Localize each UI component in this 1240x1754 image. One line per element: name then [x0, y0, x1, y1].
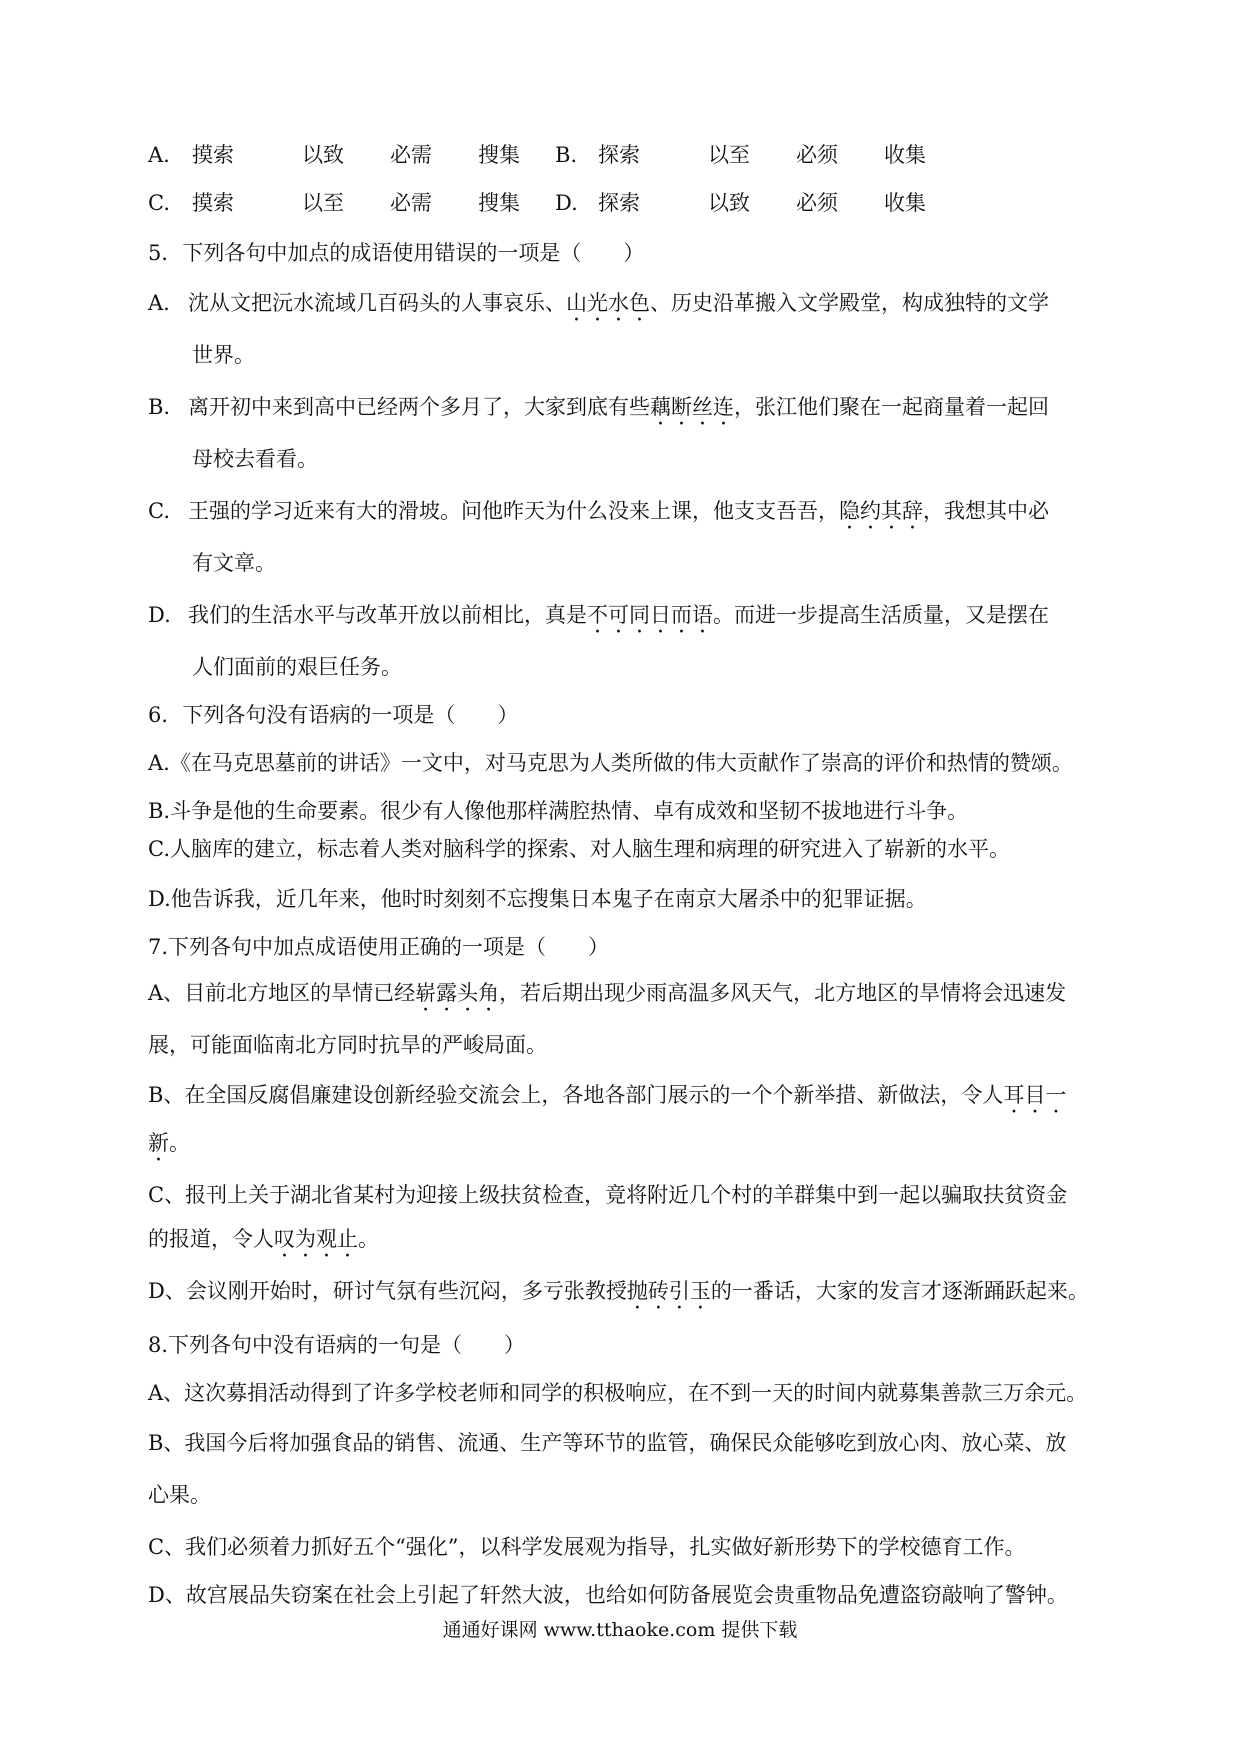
option-text: ，我想其中必 — [923, 499, 1049, 523]
option-letter: B. — [148, 395, 171, 419]
dotted-idiom — [274, 1227, 358, 1251]
dotted-char: 崭 — [415, 981, 437, 1005]
dotted-char: 玉 — [689, 1279, 711, 1303]
dotted-idiom — [650, 395, 734, 419]
dotted-char: 色 — [629, 291, 650, 315]
option-word: 摸索 — [192, 191, 234, 215]
question-6-stem: 6．下列各句没有语病的一项是（ ） — [148, 703, 519, 727]
dotted-char: 语 — [692, 603, 713, 627]
option-word: 搜集 — [478, 191, 520, 215]
dotted-char: 藕 — [650, 395, 671, 419]
dotted-char: 连 — [713, 395, 734, 419]
dotted-char: 约 — [860, 499, 881, 523]
dotted-idiom — [566, 291, 650, 315]
question-6-option-b: B.斗争是他的生命要素。很少有人像他那样满腔热情、卓有成效和坚韧不拔地进行斗争。 — [148, 799, 969, 823]
option-text: A、目前北方地区的旱情已经 — [148, 981, 416, 1005]
question-5-option-d-cont: 人们面前的艰巨任务。 — [192, 655, 402, 679]
question-8-option-d: D、故宫展品失窃案在社会上引起了轩然大波，也给如何防备展览会贵重物品免遭盗窃敲响了警钟。 — [148, 1583, 1068, 1607]
dotted-char: 观 — [316, 1227, 337, 1251]
question-7-option-c: C、报刊上关于湖北省某村为迎接上级扶贫检查，竟将附近几个村的羊群集中到一起以骗取扶贫资金 — [148, 1183, 1068, 1207]
option-text: 离开初中来到高中已经两个多月了，大家到底有些 — [188, 395, 650, 419]
option-word: 必须 — [796, 143, 838, 167]
option-text: 的报道，令人 — [148, 1227, 274, 1251]
option-text: 的一番话，大家的发言才逐渐踊跃起来。 — [710, 1279, 1089, 1303]
option-word: 以致 — [302, 143, 344, 167]
option-word: 以至 — [302, 191, 344, 215]
option-word: 必须 — [796, 191, 838, 215]
question-7-option-c-cont — [148, 1224, 379, 1254]
question-5-option-c — [148, 496, 1049, 526]
option-text: D、会议刚开始时，研讨气氛有些沉闷，多亏张教授 — [148, 1279, 627, 1303]
option-word: 以致 — [708, 191, 750, 215]
option-word: 必需 — [390, 143, 432, 167]
question-7-option-d — [148, 1276, 1089, 1306]
question-6-option-d: D.他告诉我，近几年来，他时时刻刻不忘搜集日本鬼子在南京大屠杀中的犯罪证据。 — [148, 887, 927, 911]
option-text: 我们的生活水平与改革开放以前相比，真是 — [188, 603, 587, 627]
dotted-char: 角 — [478, 981, 500, 1005]
option-word: 必需 — [390, 191, 432, 215]
option-text: 沈从文把沅水流域几百码头的人事哀乐、 — [188, 291, 566, 315]
dotted-char: 叹 — [274, 1227, 295, 1251]
option-text: ，若后期出现少雨高温多风天气，北方地区的旱情将会迅速发 — [499, 981, 1067, 1005]
dotted-char: 光 — [587, 291, 608, 315]
dotted-char: 山 — [566, 291, 587, 315]
option-text: 。 — [358, 1227, 379, 1251]
question-7-option-a — [148, 978, 1066, 1008]
option-letter: A. — [148, 143, 170, 167]
dotted-char: 抛 — [626, 1279, 648, 1303]
dotted-idiom — [1003, 1083, 1066, 1107]
dotted-char: 隐 — [839, 499, 860, 523]
option-text: 、历史沿革搬入文学殿堂，构成独特的文学 — [650, 291, 1049, 315]
option-word: 探索 — [598, 191, 640, 215]
question-7-option-b-cont — [148, 1128, 190, 1158]
dotted-char: 水 — [608, 291, 629, 315]
dotted-char: 新 — [148, 1131, 169, 1155]
dotted-char: 其 — [881, 499, 902, 523]
dotted-char: 头 — [457, 981, 479, 1005]
page-footer: 通通好课网 www.tthaoke.com 提供下载 — [442, 1619, 798, 1641]
dotted-char: 而 — [671, 603, 692, 627]
dotted-char: 砖 — [647, 1279, 669, 1303]
dotted-char: 可 — [608, 603, 629, 627]
question-6-option-c: C.人脑库的建立，标志着人类对脑科学的探索、对人脑生理和病理的研究进入了崭新的水平。 — [148, 837, 1010, 861]
question-7-option-a-cont: 展，可能面临南北方同时抗旱的严峻局面。 — [148, 1033, 547, 1057]
option-letter: C. — [148, 499, 170, 523]
question-8-stem: 8.下列各句中没有语病的一句是（ ） — [148, 1333, 526, 1357]
dotted-char: 露 — [436, 981, 458, 1005]
question-8-option-b-cont: 心果。 — [148, 1483, 211, 1507]
question-5-option-a — [148, 288, 1049, 318]
dotted-char: 断 — [671, 395, 692, 419]
option-text: 。 — [169, 1131, 190, 1155]
question-7-stem: 7.下列各句中加点成语使用正确的一项是（ ） — [148, 935, 610, 959]
option-letter: D. — [148, 603, 171, 627]
option-word: 收集 — [884, 143, 926, 167]
dotted-char: 丝 — [692, 395, 713, 419]
option-letter: A. — [148, 291, 170, 315]
dotted-char: 引 — [668, 1279, 690, 1303]
option-word: 收集 — [884, 191, 926, 215]
question-5-option-a-cont: 世界。 — [192, 343, 255, 367]
dotted-char: 一 — [1045, 1083, 1067, 1107]
dotted-idiom — [627, 1279, 711, 1303]
question-5-option-b-cont: 母校去看看。 — [192, 447, 318, 471]
dotted-char: 止 — [337, 1227, 358, 1251]
option-text: B、在全国反腐倡廉建设创新经验交流会上，各地各部门展示的一个个新举措、新做法，令人 — [148, 1083, 1004, 1107]
option-text: ，张江他们聚在一起商量着一起回 — [734, 395, 1049, 419]
question-5-stem: 5．下列各句中加点的成语使用错误的一项是（ ） — [148, 241, 645, 265]
option-letter: D. — [555, 191, 578, 215]
question-7-option-b — [148, 1080, 1066, 1110]
dotted-char: 辞 — [902, 499, 923, 523]
question-6-option-a: A.《在马克思墓前的讲话》一文中，对马克思为人类所做的伟大贡献作了崇高的评价和热情的赞颂。 — [148, 751, 1073, 775]
dotted-char: 为 — [295, 1227, 316, 1251]
dotted-char: 日 — [650, 603, 671, 627]
question-5-option-b — [148, 392, 1049, 422]
dotted-idiom — [415, 981, 499, 1005]
dotted-char: 同 — [629, 603, 650, 627]
option-letter: C. — [148, 191, 170, 215]
dotted-char: 耳 — [1003, 1083, 1025, 1107]
option-word: 搜集 — [478, 143, 520, 167]
option-word: 摸索 — [192, 143, 234, 167]
dotted-char: 目 — [1024, 1083, 1046, 1107]
dotted-idiom — [839, 499, 923, 523]
dotted-char: 不 — [587, 603, 608, 627]
option-word: 以至 — [708, 143, 750, 167]
question-8-option-c: C、我们必须着力抓好五个“强化”，以科学发展观为指导，扎实做好新形势下的学校德育工作。 — [148, 1535, 1026, 1559]
option-word: 探索 — [598, 143, 640, 167]
option-letter: B. — [555, 143, 578, 167]
question-8-option-b: B、我国今后将加强食品的销售、流通、生产等环节的监管，确保民众能够吃到放心肉、放心菜、放 — [148, 1431, 1067, 1455]
dotted-idiom — [148, 1131, 169, 1155]
question-5-option-c-cont: 有文章。 — [192, 551, 276, 575]
option-text: 。而进一步提高生活质量，又是摆在 — [713, 603, 1049, 627]
dotted-idiom — [587, 603, 713, 627]
question-8-option-a: A、这次募捐活动得到了许多学校老师和同学的积极响应，在不到一天的时间内就募集善款三万余元。 — [148, 1381, 1088, 1405]
option-text: 王强的学习近来有大的滑坡。问他昨天为什么没来上课，他支支吾吾， — [188, 499, 839, 523]
question-5-option-d — [148, 600, 1049, 630]
